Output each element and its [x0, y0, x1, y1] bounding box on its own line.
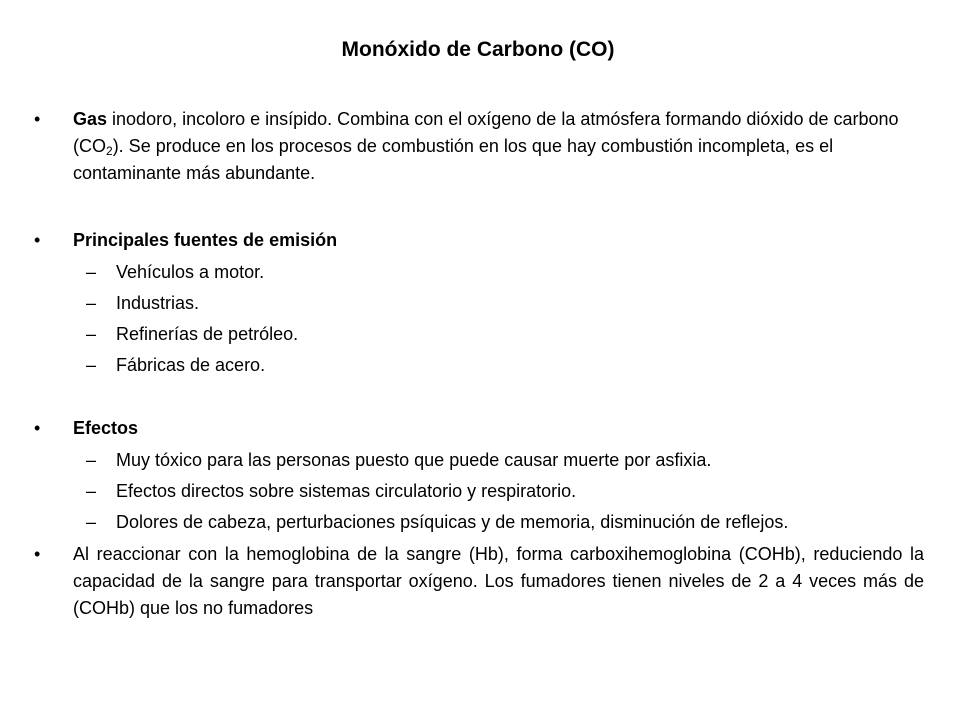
dash-icon: – [86, 481, 97, 501]
source-item-text: Fábricas de acero. [116, 355, 266, 375]
dash-icon: – [86, 450, 97, 470]
source-item [34, 352, 924, 379]
effect-item-text: Efectos directos sobre sistemas circulatorio y respiratorio. [116, 481, 577, 501]
effects-heading: Efectos [73, 418, 139, 438]
effect-item [34, 509, 924, 536]
dash-icon: – [86, 355, 97, 375]
bullet-intro [34, 106, 924, 187]
slide-title: Monóxido de Carbono (CO) [341, 38, 615, 61]
source-item-text: Refinerías de petróleo. [116, 324, 299, 344]
bullet-effects [34, 415, 924, 442]
hemoglobin-text: Al reaccionar con la hemoglobina de la sangre (Hb), forma carboxihemoglobina (COHb), reduciendo la capacidad de la sangre para transportar oxígeno. Los fumadores tienen niveles de 2 a 4 veces más de (COHb) que los no fumadores [73, 544, 924, 618]
slide-content [34, 106, 924, 622]
dash-icon: – [86, 512, 97, 532]
source-item-text: Vehículos a motor. [116, 262, 265, 282]
effect-item-text: Muy tóxico para las personas puesto que puede causar muerte por asfixia. [116, 450, 712, 470]
source-item [34, 321, 924, 348]
sources-heading: Principales fuentes de emisión [73, 230, 338, 250]
effect-item [34, 447, 924, 474]
bullet-icon: • [34, 544, 41, 564]
intro-text-part-1: inodoro, incoloro e insípido. Combina con el oxígeno de la atmósfera formando dióxido de carbono (CO [73, 109, 899, 156]
source-item [34, 259, 924, 286]
bullet-icon: • [34, 109, 41, 129]
intro-bold-word: Gas [73, 109, 108, 129]
dash-icon: – [86, 324, 97, 344]
bullet-hemoglobin [34, 541, 924, 622]
bullet-sources [34, 227, 924, 254]
source-item-text: Industrias. [116, 293, 200, 313]
bullet-icon: • [34, 418, 41, 438]
dash-icon: – [86, 262, 97, 282]
effect-item [34, 478, 924, 505]
effect-item-text: Dolores de cabeza, perturbaciones psíquicas y de memoria, disminución de reflejos. [116, 512, 789, 532]
intro-subscript: 2 [106, 144, 113, 158]
bullet-icon: • [34, 230, 41, 250]
dash-icon: – [86, 293, 97, 313]
source-item [34, 290, 924, 317]
intro-text-part-2: ). Se produce en los procesos de combustión en los que hay combustión incompleta, es el contaminante más abundante. [73, 136, 834, 183]
